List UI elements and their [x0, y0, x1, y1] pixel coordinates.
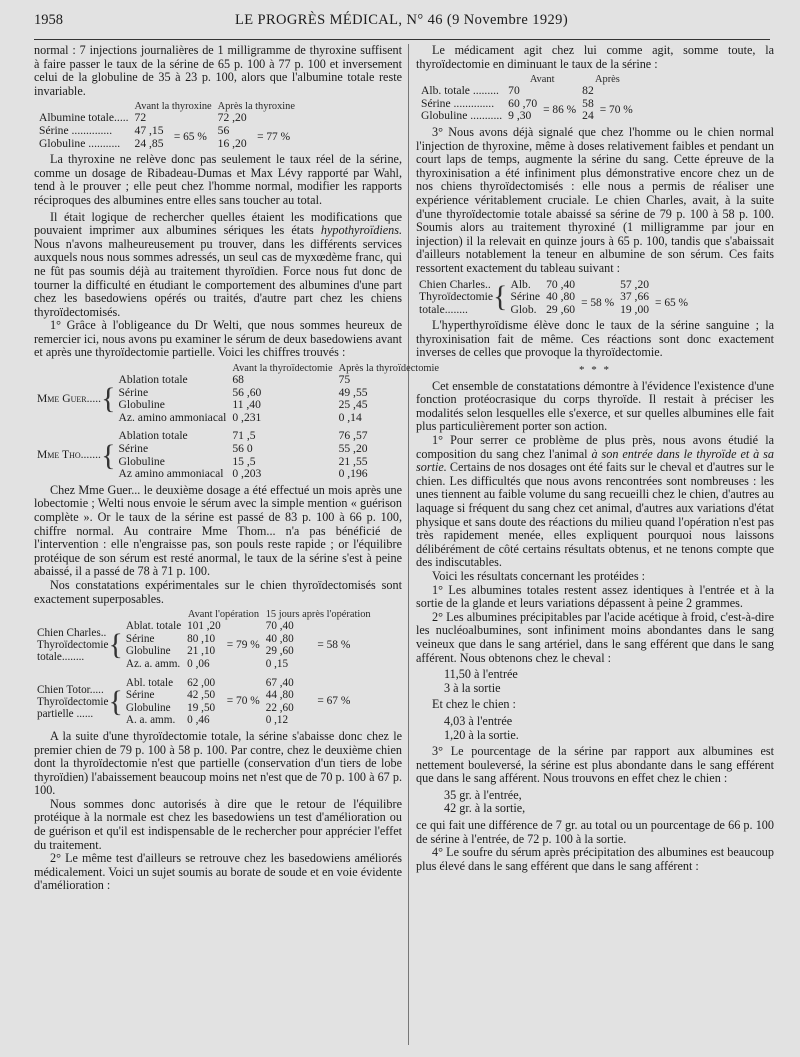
thyroxinisation-table [416, 279, 691, 317]
paragraph: 2° Les albumines précipitables par l'acide acétique à froid, c'est-à-dire les nucléoalbumines, sont infiniment moins abondantes dans le sang veineux que dans le sang artériel, dans le sang efférent que dans le sang afférent. Nous obtenons chez le cheval : [416, 609, 774, 665]
paragraph: A la suite d'une thyroïdectomie totale, la sérine s'abaisse donc chez le premier chien de 79 p. 100 à 58 p. 100. Par contre, chez le deuxième chien dont la thyroïdectomie n'est que partielle (conservation d'un tiers de lobe thyroïdien) l'abaissement beaucoup moins net n'est que de 70 p. 100 à 67 p. 100. [34, 728, 402, 798]
table-row: Globuline 11 ,40 25 ,45 [118, 398, 368, 412]
table-row: Glob. 29 ,60 19 ,00 [510, 302, 650, 316]
table-row: Globuline 19 ,50 22 ,60 [125, 701, 294, 714]
paragraph: Chez Mme Guer... le deuxième dosage a été effectué un mois après une lobectomie ; Welti nous envoie le sérum avec la simple mention « guérison complète ». Or le taux de la sérine est passé de 83 p. 100 à 66 p. 100, chiffre normal. Au contraire Mme Thom... n'a pas bénéficié de l'intervention : elle n'engraisse pas, son pouls reste rapide ; or l'équilibre protéique de son sérum est resté anormal, le taux de la sérine s'est à peine abaissé, il a passé de 78 à 71 p. 100. [34, 482, 402, 579]
table-row: Albumine totale..... 72 72 ,20 [39, 111, 247, 125]
list-item: 42 gr. à la sortie, [444, 801, 526, 816]
column-header: Avant l'opération [187, 609, 260, 621]
thyroxine-table [36, 101, 298, 150]
paragraph: 3° Nous avons déjà signalé que chez l'homme ou le chien normal l'injection de thyroxine, même à doses relativement faibles et pendant un court laps de temps, augmente la sérine du sang. Cette épreuve de la thyroxinisation a été infiniment plus démonstrative encore chez un de nos chiens thyroïdectomisés : elle nous a permis de réaliser une expérience véritablement cruciale. Le chien Charles, avait, à la suite d'une thyroïdectomie totale abaissé sa sérine de 79 p. 100 à 58 p. 100. Soumis alors au traitement thyroxiné (1 milligramme par jour en injection) il la relevait en quinze jours à 65 p. 100, tandis que s'abaissait d'ailleurs notablement la teneur en albumine de son sérum. Ces faits ressortent exactement du tableau suivant : [416, 124, 774, 275]
paragraph: normal : 7 injections journalières de 1 milligramme de thyroxine suffisent à faire passer le taux de la sérine de 65 p. 100 à 77 p. 100 et inversement celui de la globuline de 35 à 23 p. 100, alors que l'albumine totale reste invariable. [34, 43, 402, 98]
table-row: Sérine .............. 47 ,15 = 65 % 56 = 77 % [39, 123, 291, 144]
table-row: Az. a. amm. 0 ,06 0 ,15 [125, 657, 289, 670]
column-header: Après la thyroïdectomie [338, 363, 439, 375]
paragraph: Nous sommes donc autorisés à dire que le retour de l'équilibre protéique à la normale est chez les basedowiens un test d'amélioration ou de guérison et qu'il est indispensable de le rechercher pour apprécier l'effet du traitement. [34, 796, 402, 852]
list-item: 11,50 à l'entrée [444, 667, 518, 682]
measurement-list [444, 668, 774, 695]
paragraph: Voici les résultats concernant les protéides : [432, 568, 645, 583]
paragraph: Il était logique de rechercher quelles étaient les modifications que pouvaient imprimer aux albumines sériques les états hypothyroïdiens. Nous n'avons malheureusement pu trouver, dans les différents services auxquels nous nous sommes adressés, un seul cas de myxœdème franc, qui ne fût pas soumis déjà au traitement thyroïdien. Force nous fut donc de tourner la difficulté en étudiant le comportement des albumines d'une part chez les basedowiens opérés ou traités, d'autre part chez les chiens thyroïdectomisés. [34, 209, 402, 319]
table-row: Globuline ........... 24 ,85 16 ,20 [39, 136, 247, 150]
column-header: 15 jours après l'opération [265, 609, 371, 621]
borate-table [418, 74, 636, 123]
running-head [34, 12, 770, 36]
left-column [34, 43, 439, 893]
right-column [416, 44, 774, 873]
table-row: Chien Totor..... Thyroïdectomie partielle ...... { Abl. totale 62 ,00 67 ,40 [37, 676, 294, 720]
measurement-list [444, 789, 774, 816]
table-row: Az amino ammoniacal 0 ,203 0 ,196 [118, 467, 368, 481]
table-row: Sérine 42 ,50 = 70 % 44 ,80 = 67 % [125, 689, 351, 708]
paragraph: 4° Le soufre du sérum après précipitation des albumines est beaucoup plus élevé dans le sang efférent que dans le sang afférent : [416, 845, 774, 873]
paragraph: ce qui fait une différence de 7 gr. au total ou un pourcentage de 66 p. 100 de sérine à l'entrée, de 72 p. 100 à la sortie. [416, 818, 774, 846]
paragraph: 1° Les albumines totales restent assez identiques à l'entrée et à la sortie de la glande et leurs variations dépassent à peine 2 grammes. [416, 582, 774, 611]
table-row: Sérine 56 ,60 49 ,55 [118, 385, 368, 399]
table-row: Alb. totale ......... 70 82 [421, 84, 594, 98]
paragraph: 3° Le pourcentage de la sérine par rapport aux albumines est nettement bouleversé, la sérine est plus abondante dans le sang efférent que dans le sang afférent. Nous trouvons en effet chez le chien : [416, 744, 774, 786]
table-row: Sérine .............. 60 ,70 = 86 % 58 = 70 % [421, 96, 633, 117]
journal-title: LE PROGRÈS MÉDICAL, N° 46 (9 Novembre 1929) [234, 12, 569, 28]
paragraph: L'hyperthyroïdisme élève donc le taux de la sérine sanguine ; la thyroxinisation fait de même. Ces réactions sont donc exactement inverses de celles que provoque la thyroïdectomie. [416, 318, 774, 360]
table-row: Sérine 56 0 55 ,20 [118, 442, 368, 456]
table-row: Globuline 15 ,5 21 ,55 [118, 454, 368, 468]
paragraph: La thyroxine ne relève donc pas seulement le taux réel de la sérine, comme un dosage de Ribadeau-Dumas et Max Lévy rapporté par Wahl, tend à le prouver ; elle peut chez l'homme normal, modifier les rapports réciproques des albumines entre elles sans toucher au total. [34, 152, 402, 207]
list-item: 1,20 à la sortie. [444, 727, 519, 742]
column-header: Avant la thyroïdectomie [232, 363, 333, 375]
table-row: Chien Charles.. Thyroïdectomie totale........ { Ablat. totale 101 ,20 70 ,40 [37, 620, 294, 664]
table-row: Chien Charles.. Thyroïdectomie totale........ { Alb. 70 ,40 57 ,20 [419, 277, 650, 316]
paragraph: Nos constatations expérimentales sur le chien thyroïdectomisés sont exactement superposables. [34, 577, 402, 606]
column-header: Après la thyroxine [217, 101, 295, 113]
basedowiens-table [34, 363, 442, 481]
table-row: Az. amino ammoniacal 0 ,231 0 ,14 [118, 410, 362, 424]
list-item: 4,03 à l'entrée [444, 713, 513, 728]
paragraph: Cet ensemble de constatations démontre à l'évidence l'existence d'une fonction protéocrasique du corps thyroïde. Il restait à préciser les modalités selon lesquelles elle s'exerce, et sur quelles albumines elle fait plus particulièrement porter son action. [416, 378, 774, 434]
column-header: Après [595, 74, 620, 86]
measurement-list [444, 715, 774, 742]
table-row: Globuline ........... 9 ,30 24 [421, 109, 594, 123]
table-row: Mme Guer..... { Ablation totale 68 75 [37, 373, 351, 416]
paragraph: Et chez le chien : [432, 697, 516, 712]
table-row: Mme Tho....... { Ablation totale 71 ,5 76 ,57 [37, 429, 368, 472]
paragraph: 1° Pour serrer ce problème de plus près, nous avons étudié la composition du sang chez l'animal à son entrée dans le thyroïde et à sa sortie. Certains de nos dosages ont été faits sur le cheval et d'autres sur le chien. Les difficultés que nous avons rencontrées sont nombreuses : les unes tiennent au faible volume du sang recueilli chez le chien, d'autres au laquage si fréquent du sang chez cet animal, d'autres aux variations d'état physique et sans doute des réactions du milieu quand l'opération n'est pas très rapidement menée, elles expliquent pourquoi nous laissons délibérément de côté certains résultats obtenus, et ne tenons compte que des indiscutables. [416, 433, 775, 570]
section-separator: * * * [579, 364, 611, 377]
paragraph: 1° Grâce à l'obligeance du Dr Welti, que nous sommes heureux de remercier ici, nous avons pu examiner le sérum de deux basedowiens avant et après une thyroïdectomie partielle. Voici les chiffres trouvés : [34, 318, 402, 360]
column-header: Avant [529, 74, 555, 86]
header-rule [34, 39, 770, 40]
table-row: Sérine 40 ,80 = 58 % 37 ,66 = 65 % [510, 290, 689, 310]
table-row: A. a. amm. 0 ,46 0 ,12 [125, 714, 289, 727]
column-header: Avant la thyroxine [134, 101, 212, 113]
paragraph: Le médicament agit chez lui comme agit, somme toute, la thyroïdectomie en diminuant le taux de la sérine : [416, 43, 774, 71]
dogs-table [34, 609, 374, 727]
table-row: Globuline 21 ,10 29 ,60 [125, 645, 294, 658]
list-item: 3 à la sortie [444, 680, 501, 695]
column-divider [408, 44, 409, 1045]
list-item: 35 gr. à l'entrée, [444, 787, 522, 802]
table-row: Sérine 80 ,10 = 79 % 40 ,80 = 58 % [125, 632, 351, 652]
page-number: 1958 [34, 12, 63, 28]
paragraph: 2° Le même test d'ailleurs se retrouve chez les basedowiens améliorés médicalement. Voici un sujet soumis au borate de soude et en voie évidente d'amélioration : [34, 851, 402, 893]
